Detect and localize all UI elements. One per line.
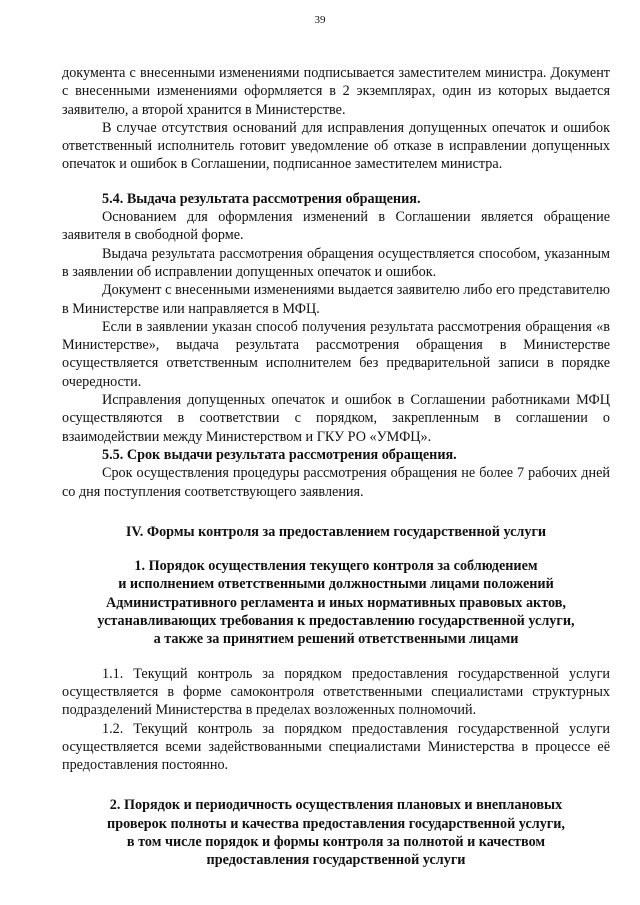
paragraph: Срок осуществления процедуры рассмотрения обращения не более 7 рабочих дней со дня поступления соответствующего заявления.	[62, 465, 610, 500]
section-heading-5-5: 5.5. Срок выдачи результата рассмотрения обращения.	[102, 446, 457, 463]
spacer	[62, 541, 610, 557]
title-line: а также за принятием решений ответственными лицами	[153, 631, 519, 648]
title-line: в том числе порядок и формы контроля за полнотой и качеством	[126, 833, 546, 850]
title-line: 2. Порядок и периодичность осуществления плановых и внеплановых	[109, 797, 563, 814]
paragraph: Исправления допущенных опечаток и ошибок в Соглашении работниками МФЦ осуществляются в соответствии с порядком, закрепленным в соглашении о взаимодействии между Министерством и ГКУ РО «УМФЦ».	[62, 392, 610, 445]
paragraph: 1.1. Текущий контроль за порядком предоставления государственной услуги осуществляется в форме самоконтроля ответственными специалистами структурных подразделений Министерства в пределах возложенных полномочий.	[62, 665, 610, 719]
title-line: устанавливающих требования к предоставлению государственной услуги,	[97, 613, 575, 630]
spacer	[62, 174, 610, 190]
section-heading-5-4: 5.4. Выдача результата рассмотрения обращения.	[102, 190, 421, 207]
spacer	[62, 501, 610, 523]
paragraph: Если в заявлении указан способ получения результата рассмотрения обращения «в Министерстве», выдача результата рассмотрения обращения в Министерстве осуществляется ответственным исполнителем без предварительной записи в порядке очередности.	[62, 318, 610, 390]
spacer	[62, 649, 610, 665]
title-line: 1. Порядок осуществления текущего контроля за соблюдением	[134, 558, 538, 575]
title-line: предоставления государственной услуги	[206, 852, 466, 869]
subsection-title-2	[62, 796, 610, 869]
chapter-title-iv: IV. Формы контроля за предоставлением государственной услуги	[125, 523, 547, 540]
title-line: и исполнением ответственными должностными лицами положений	[118, 576, 554, 593]
paragraph: В случае отсутствия оснований для исправления допущенных опечаток и ошибок ответственный исполнитель готовит уведомление об отказе в исправлении допущенных опечаток и ошибок в Соглашении, подписанное заместителем министра.	[62, 119, 610, 173]
paragraph: Документ с внесенными изменениями выдается заявителю либо его представителю в Министерстве или направляется в МФЦ.	[62, 282, 610, 317]
paragraph-continued: документа с внесенными изменениями подписывается заместителем министра. Документ с внесенными изменениями оформляется в 2 экземплярах, один из которых выдается заявителю, а второй хранится в Министерстве.	[62, 65, 610, 118]
title-line: проверок полноты и качества предоставления государственной услуги,	[107, 815, 565, 832]
page-number: 39	[314, 14, 326, 26]
document-body	[62, 64, 610, 870]
subsection-title-1	[62, 557, 610, 648]
title-line: Административного регламента и иных нормативных правовых актов,	[106, 594, 566, 611]
paragraph: Выдача результата рассмотрения обращения осуществляется способом, указанным в заявлении об исправлении допущенных опечаток и ошибок.	[62, 245, 610, 280]
spacer	[62, 774, 610, 796]
paragraph: Основанием для оформления изменений в Соглашении является обращение заявителя в свободной форме.	[62, 209, 610, 244]
paragraph: 1.2. Текущий контроль за порядком предоставления государственной услуги осуществляется всеми задействованными специалистами Министерства в процессе её предоставления постоянно.	[62, 720, 610, 774]
